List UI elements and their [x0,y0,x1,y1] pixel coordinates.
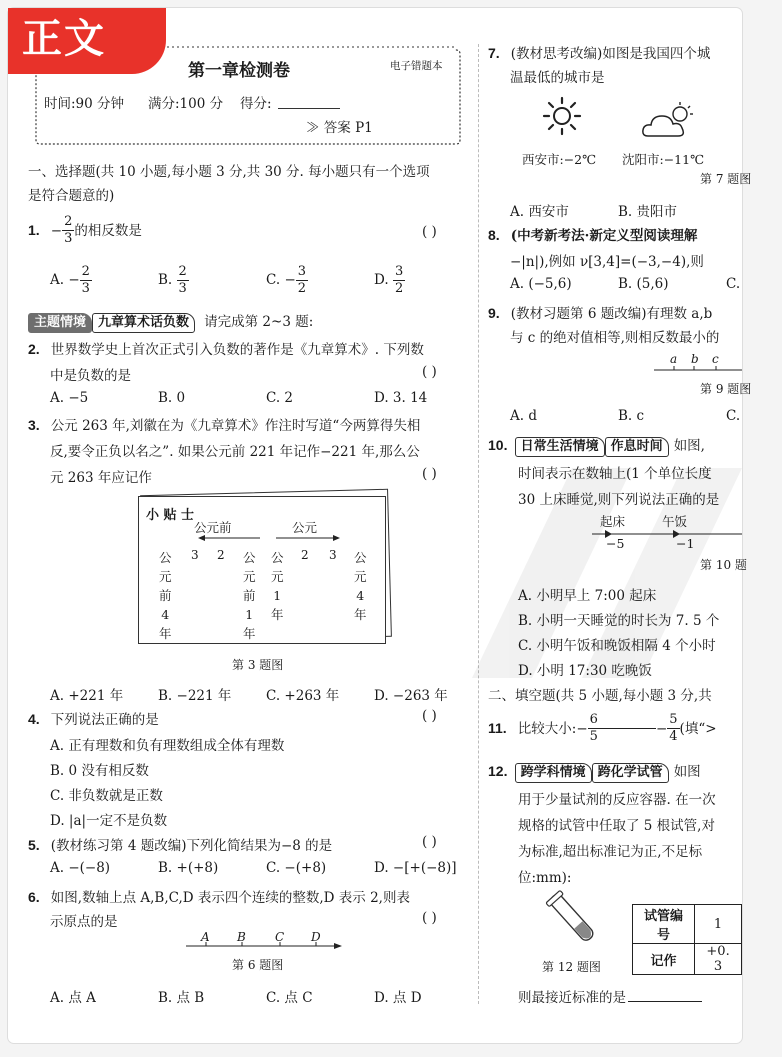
col-ad4: 公 元 4 年 [354,550,367,622]
q6-point-d: D [311,930,321,944]
q12-stem-2: 用于少量试剂的反应容器. 在一次 [518,792,716,808]
q12-caption: 第 12 题图 [542,960,601,974]
q5-option-b[interactable]: B. +(+8) [158,860,219,876]
q10-context-tag: 日常生活情境 [515,437,605,457]
q2-option-d[interactable]: D. 3. 14 [374,390,428,406]
q2-answer-slot[interactable]: ( ) [422,364,437,380]
q4-option-d[interactable]: D. |a|一定不是负数 [50,813,168,829]
question-2: 2. 世界数学史上首次正式引入负数的著作是《九章算术》. 下列数 [28,341,424,358]
q10-label-lunch: 午饭 [662,514,688,529]
q3-caption: 第 3 题图 [232,658,284,672]
q8-option-a[interactable]: A. (−5,6) [510,276,572,292]
question-11: 11. 比较大小:− $\frac{6}{5}$ − $\frac{5}{4}$ (填“> [488,712,717,744]
question-3: 3. 公元 263 年,刘徽在为《九章算术》作注时写道“今两算得失相 [28,417,421,434]
error-book-tag[interactable]: 电子错题本 [390,60,443,72]
q12-final: 则最接近标准的是 [518,986,702,1006]
q11-stem: 比较大小:− [517,721,588,737]
q9-point-b: b [691,352,699,366]
q9-option-b[interactable]: B. c [618,408,645,424]
col-bc4: 公 元 前 4 年 [159,550,172,641]
q12-stem-3: 规格的试管中任取了 5 根试管,对 [518,818,715,834]
q10-option-d[interactable]: D. 小明 17:30 吃晚饭 [518,663,652,679]
q12-stem-5: 位:mm): [518,870,572,886]
question-8: 8. (中考新考法·新定义型阅读理解 [488,227,698,244]
test-tube-icon [536,888,616,958]
table-cell: +0. 3 [695,944,742,975]
q5-option-d[interactable]: D. −[+(−8)] [374,860,457,876]
q5-answer-slot[interactable]: ( ) [422,834,437,850]
q1-minus: − [50,223,63,239]
q6-option-c[interactable]: C. 点 C [266,990,313,1006]
tip-tick-2b: 2 [301,548,309,562]
q7-city-xian: 西安市:−2℃ [522,152,597,167]
theme-tag: 主题情境 [28,313,92,333]
q10-option-b[interactable]: B. 小明一天睡觉的时长为 7. 5 个 [518,613,720,629]
q10-tick-neg1: −1 [676,536,695,551]
sun-icon [538,94,586,138]
q3-stem: 公元 263 年,刘徽在为《九章算术》作注时写道“今两算得失相 [50,418,421,434]
q1-option-c[interactable]: C. − $\frac{3}{2}$ [266,264,307,296]
q6-point-a: A [201,930,210,944]
answer-ref[interactable]: ≫ 答案 P1 [306,120,373,136]
q12-context-tag: 跨学科情境 [515,763,592,783]
section2-heading: 二、填空题(共 5 小题,每小题 3 分,共 [488,688,712,704]
q5-stem: (教材练习第 4 题改编)下列化简结果为−8 的是 [50,838,333,854]
q2-option-a[interactable]: A. −5 [50,390,89,406]
q12-topic-tag: 跨化学试管 [592,763,669,783]
col-bc1: 公 元 前 1 年 [243,550,256,641]
theme-banner [28,310,313,333]
q3-option-c[interactable]: C. +263 年 [266,688,340,704]
col-ad1: 公 元 1 年 [271,550,284,622]
ad-label: 公元 [292,520,318,535]
q7-stem: (教材思考改编)如图是我国四个城 [510,46,711,62]
question-4: 4. 下列说法正确的是 [28,711,159,728]
q12-stem: 如图 [673,764,701,780]
score-blank[interactable] [278,108,340,109]
question-12: 12. 跨学科情境 跨化学试管 如图 [488,760,701,783]
q3-option-a[interactable]: A. +221 年 [50,688,124,704]
q10-option-a[interactable]: A. 小明早上 7:00 起床 [518,588,657,604]
q6-point-b: B [237,930,246,944]
time-label: 时间:90 分钟 [44,96,125,112]
q9-caption: 第 9 题图 [700,382,752,396]
q11-blank[interactable] [600,728,656,729]
q10-tick-neg5: −5 [606,536,625,551]
q6-stem: 如图,数轴上点 A,B,C,D 表示四个连续的整数,D 表示 2,则表 [50,890,410,906]
section1-heading: 一、选择题(共 10 小题,每小题 3 分,共 30 分. 每小题只有一个选项 [28,164,430,180]
bc-label: 公元前 [194,520,232,535]
q9-option-c[interactable]: C. [726,408,741,424]
q10-option-c[interactable]: C. 小明午饭和晚饭相隔 4 个小时 [518,638,716,654]
question-10: 10. 日常生活情境 作息时间 如图, [488,434,705,457]
question-5: 5. (教材练习第 4 题改编)下列化简结果为−8 的是 [28,837,333,854]
q7-option-b[interactable]: B. 贵阳市 [618,204,678,220]
q7-option-a[interactable]: A. 西安市 [510,204,569,220]
q1-fraction: $\frac{2}{3}$ [64,214,73,246]
q1-answer-slot[interactable]: ( ) [422,224,437,240]
q2-option-b[interactable]: B. 0 [158,390,186,406]
section-badge: 正文 [8,8,166,74]
tip-title: 小 贴 士 [146,508,195,523]
q1-option-b[interactable]: B. $\frac{2}{3}$ [158,264,187,296]
q1-number: 1. [28,222,40,238]
question-1 [28,214,142,247]
q1-option-d[interactable]: D. $\frac{3}{2}$ [374,264,404,296]
tip-tick-3a: 3 [191,548,199,562]
q7-city-shenyang: 沈阳市:−11℃ [622,152,705,167]
tip-tick-2a: 2 [217,548,225,562]
q8-stem-cont: −|n|),例如 ν[3,4]=(−3,−4),则 [510,254,704,270]
tip-tick-3b: 3 [329,548,337,562]
table-row [633,905,742,944]
q9-stem-cont: 与 c 的绝对值相等,则相反数最小的 [510,330,720,346]
q10-label-wake: 起床 [600,514,626,529]
q1-stem: 的相反数是 [74,223,142,239]
q10-stem: 如图, [673,438,705,454]
q9-stem: (教材习题第 6 题改编)有理数 a,b [510,306,713,322]
q9-point-a: a [670,352,678,366]
q6-answer-slot[interactable]: ( ) [422,910,437,926]
q3-answer-slot[interactable]: ( ) [422,466,437,482]
q2-stem-cont: 中是负数的是 [50,368,131,384]
q12-data-table [632,904,742,975]
theme-instruction: 请完成第 2~3 题: [204,314,314,330]
q3-option-d[interactable]: D. −263 年 [374,688,448,704]
q8-option-c[interactable]: C. [726,276,741,292]
table-cell: 1 [695,905,742,944]
q10-stem-cont: 时间表示在数轴上(1 个单位长度 [518,466,712,482]
tip-arrows [148,532,378,552]
score-label: 满分:100 分 [148,96,224,112]
q8-option-b[interactable]: B. (5,6) [618,276,669,292]
question-6: 6. 如图,数轴上点 A,B,C,D 表示四个连续的整数,D 表示 2,则表 [28,889,410,906]
q3-stem-cont2: 元 263 年应记作 [50,470,152,486]
q6-caption: 第 6 题图 [232,958,284,972]
q9-option-a[interactable]: A. d [510,408,537,424]
table-row [633,944,742,975]
q12-blank[interactable] [628,1001,702,1002]
q6-stem-cont: 示原点的是 [50,914,118,930]
q5-option-c[interactable]: C. −(+8) [266,860,327,876]
table-header-id: 试管编号 [633,905,695,944]
q6-option-b[interactable]: B. 点 B [158,990,205,1006]
q3-stem-cont: 反,要令正负以名之”. 如果公元前 221 年记作−221 年,那么公 [50,444,420,460]
q2-stem: 世界数学史上首次正式引入负数的著作是《九章算术》. 下列数 [50,342,424,358]
q6-option-d[interactable]: D. 点 D [374,990,422,1006]
cloudy-icon [640,100,698,144]
page-title: 第一章检测卷 [188,61,290,81]
exam-page [8,8,752,1043]
q4-stem: 下列说法正确的是 [50,712,159,728]
q4-option-a[interactable]: A. 正有理数和负有理数组成全体有理数 [50,738,285,754]
q9-point-c: c [712,352,719,366]
q12-stem-4: 为标准,超出标准记为正,不足标 [518,844,703,860]
question-9: 9. (教材习题第 6 题改编)有理数 a,b [488,305,713,322]
section1-heading-cont: 是符合题意的) [28,188,115,204]
q7-stem-cont: 温最低的城市是 [510,70,605,86]
q3-option-b[interactable]: B. −221 年 [158,688,232,704]
q6-point-c: C [275,930,285,944]
got-label: 得分: [240,96,272,112]
q10-stem-cont2: 30 上床睡觉,则下列说法正确的是 [518,492,720,508]
q10-caption: 第 10 题 [700,558,747,572]
q10-topic-tag: 作息时间 [605,437,669,457]
theme-topic-tag: 九章算术话负数 [92,313,195,333]
q7-caption: 第 7 题图 [700,172,752,186]
table-header-record: 记作 [633,944,695,975]
q5-option-a[interactable]: A. −(−8) [50,860,111,876]
q6-option-a[interactable]: A. 点 A [50,990,96,1006]
q1-option-a[interactable]: A. − $\frac{2}{3}$ [50,264,90,296]
q4-option-b[interactable]: B. 0 没有相反数 [50,763,149,779]
q8-stem: (中考新考法·新定义型阅读理解 [510,228,698,244]
question-7: 7. (教材思考改编)如图是我国四个城 [488,45,711,62]
q4-option-c[interactable]: C. 非负数就是正数 [50,788,163,804]
q4-answer-slot[interactable]: ( ) [422,708,437,724]
q2-option-c[interactable]: C. 2 [266,390,294,406]
